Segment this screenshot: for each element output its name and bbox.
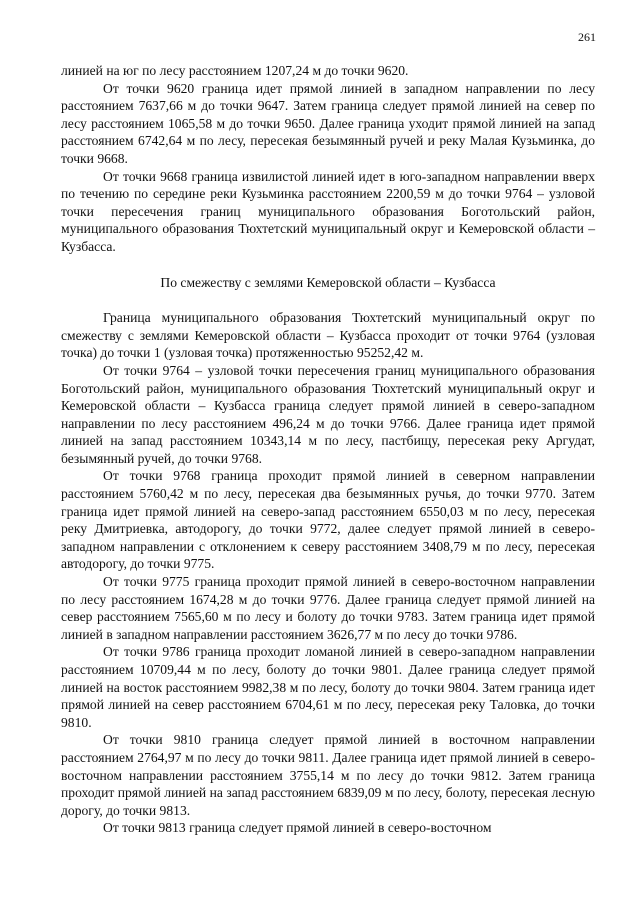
paragraph: От точки 9810 граница следует прямой линией в восточном направлении расстоянием 2764,97 м по лесу до точки 9811. Далее граница идет прямой линией в северо-восточном направлении расстоянием 3755,14 м по лесу до точки 9812. Затем граница проходит прямой линией на запад расстоянием 6839,09 м по лесу, болоту, пересекая лесную дорогу, до точки 9813.	[61, 732, 595, 818]
paragraph: От точки 9775 граница проходит прямой линией в северо-восточном направлении по лесу расстоянием 1674,28 м до точки 9776. Далее граница следует прямой линией на север расстоянием 7565,60 м по лесу и болоту до точки 9783. Затем граница идет прямой линией в западном направлении расстоянием 3626,77 м по лесу до точки 9786.	[61, 574, 595, 642]
paragraph: От точки 9768 граница проходит прямой линией в северном направлении расстоянием 5760,42 м по лесу, пересекая два безымянных ручья, до точки 9770. Затем граница идет прямой линией на северо-запад расстоянием 6550,03 м по лесу, пересекая реку Дмитриевка, автодорогу, до точки 9772, далее следует прямой линией в северо-западном направлении с отклонением к северу расстоянием 3408,79 м по лесу, пересекая автодорогу, до точки 9775.	[61, 468, 595, 572]
paragraph: От точки 9620 граница идет прямой линией в западном направлении по лесу расстоянием 7637,66 м до точки 9647. Затем граница следует прямой линией на север по лесу расстоянием 1065,58 м до точки 9650. Далее граница уходит прямой линией на запад расстоянием 6742,64 м по лесу, пересекая безымянный ручей и реку Малая Кузьминка, до точки 9668.	[61, 80, 595, 166]
paragraph: линией на юг по лесу расстоянием 1207,24 м до точки 9620.	[61, 63, 409, 78]
paragraph: От точки 9764 – узловой точки пересечения границ муниципального образования Боготольский район, муниципального образования Тюхтетский муниципальный округ и Кемеровской области – Кузбасса граница следует прямой линией в северо-западном направлении по лесу расстоянием 496,24 м до точки 9766. Далее граница идет прямой линией на запад расстоянием 10343,14 м по лесу, пастбищу, пересекая реку Аргудат, безымянный ручей, до точки 9768.	[61, 362, 595, 466]
section-heading: По смежеству с землями Кемеровской области – Кузбасса	[160, 274, 496, 290]
paragraph: Граница муниципального образования Тюхтетский муниципальный округ по смежеству с землями Кемеровской области – Кузбасса проходит от точки 9764 (узловая точка) до точки 1 (узловая точка) протяженностью 95252,42 м.	[61, 310, 595, 361]
document-body	[61, 62, 595, 837]
paragraph: От точки 9813 граница следует прямой линией в северо-восточном	[103, 820, 492, 836]
paragraph: От точки 9668 граница извилистой линией идет в юго-западном направлении вверх по течению по середине реки Кузьминка расстоянием 2200,59 м до точки 9764 – узловой точки пересечения границ муниципального образования Боготольский район, муниципального образования Тюхтетский муниципальный округ и Кемеровской области – Кузбасса.	[61, 168, 595, 254]
paragraph: От точки 9786 граница проходит ломаной линией в северо-западном направлении расстоянием 10709,44 м по лесу, болоту до точки 9801. Далее граница следует прямой линией на восток расстоянием 9982,38 м по лесу, болоту до точки 9804. Затем граница идет прямой линией на север расстоянием 6704,61 м по лесу, пересекая реку Таловка, до точки 9810.	[61, 644, 595, 730]
page-number: 261	[578, 30, 596, 44]
